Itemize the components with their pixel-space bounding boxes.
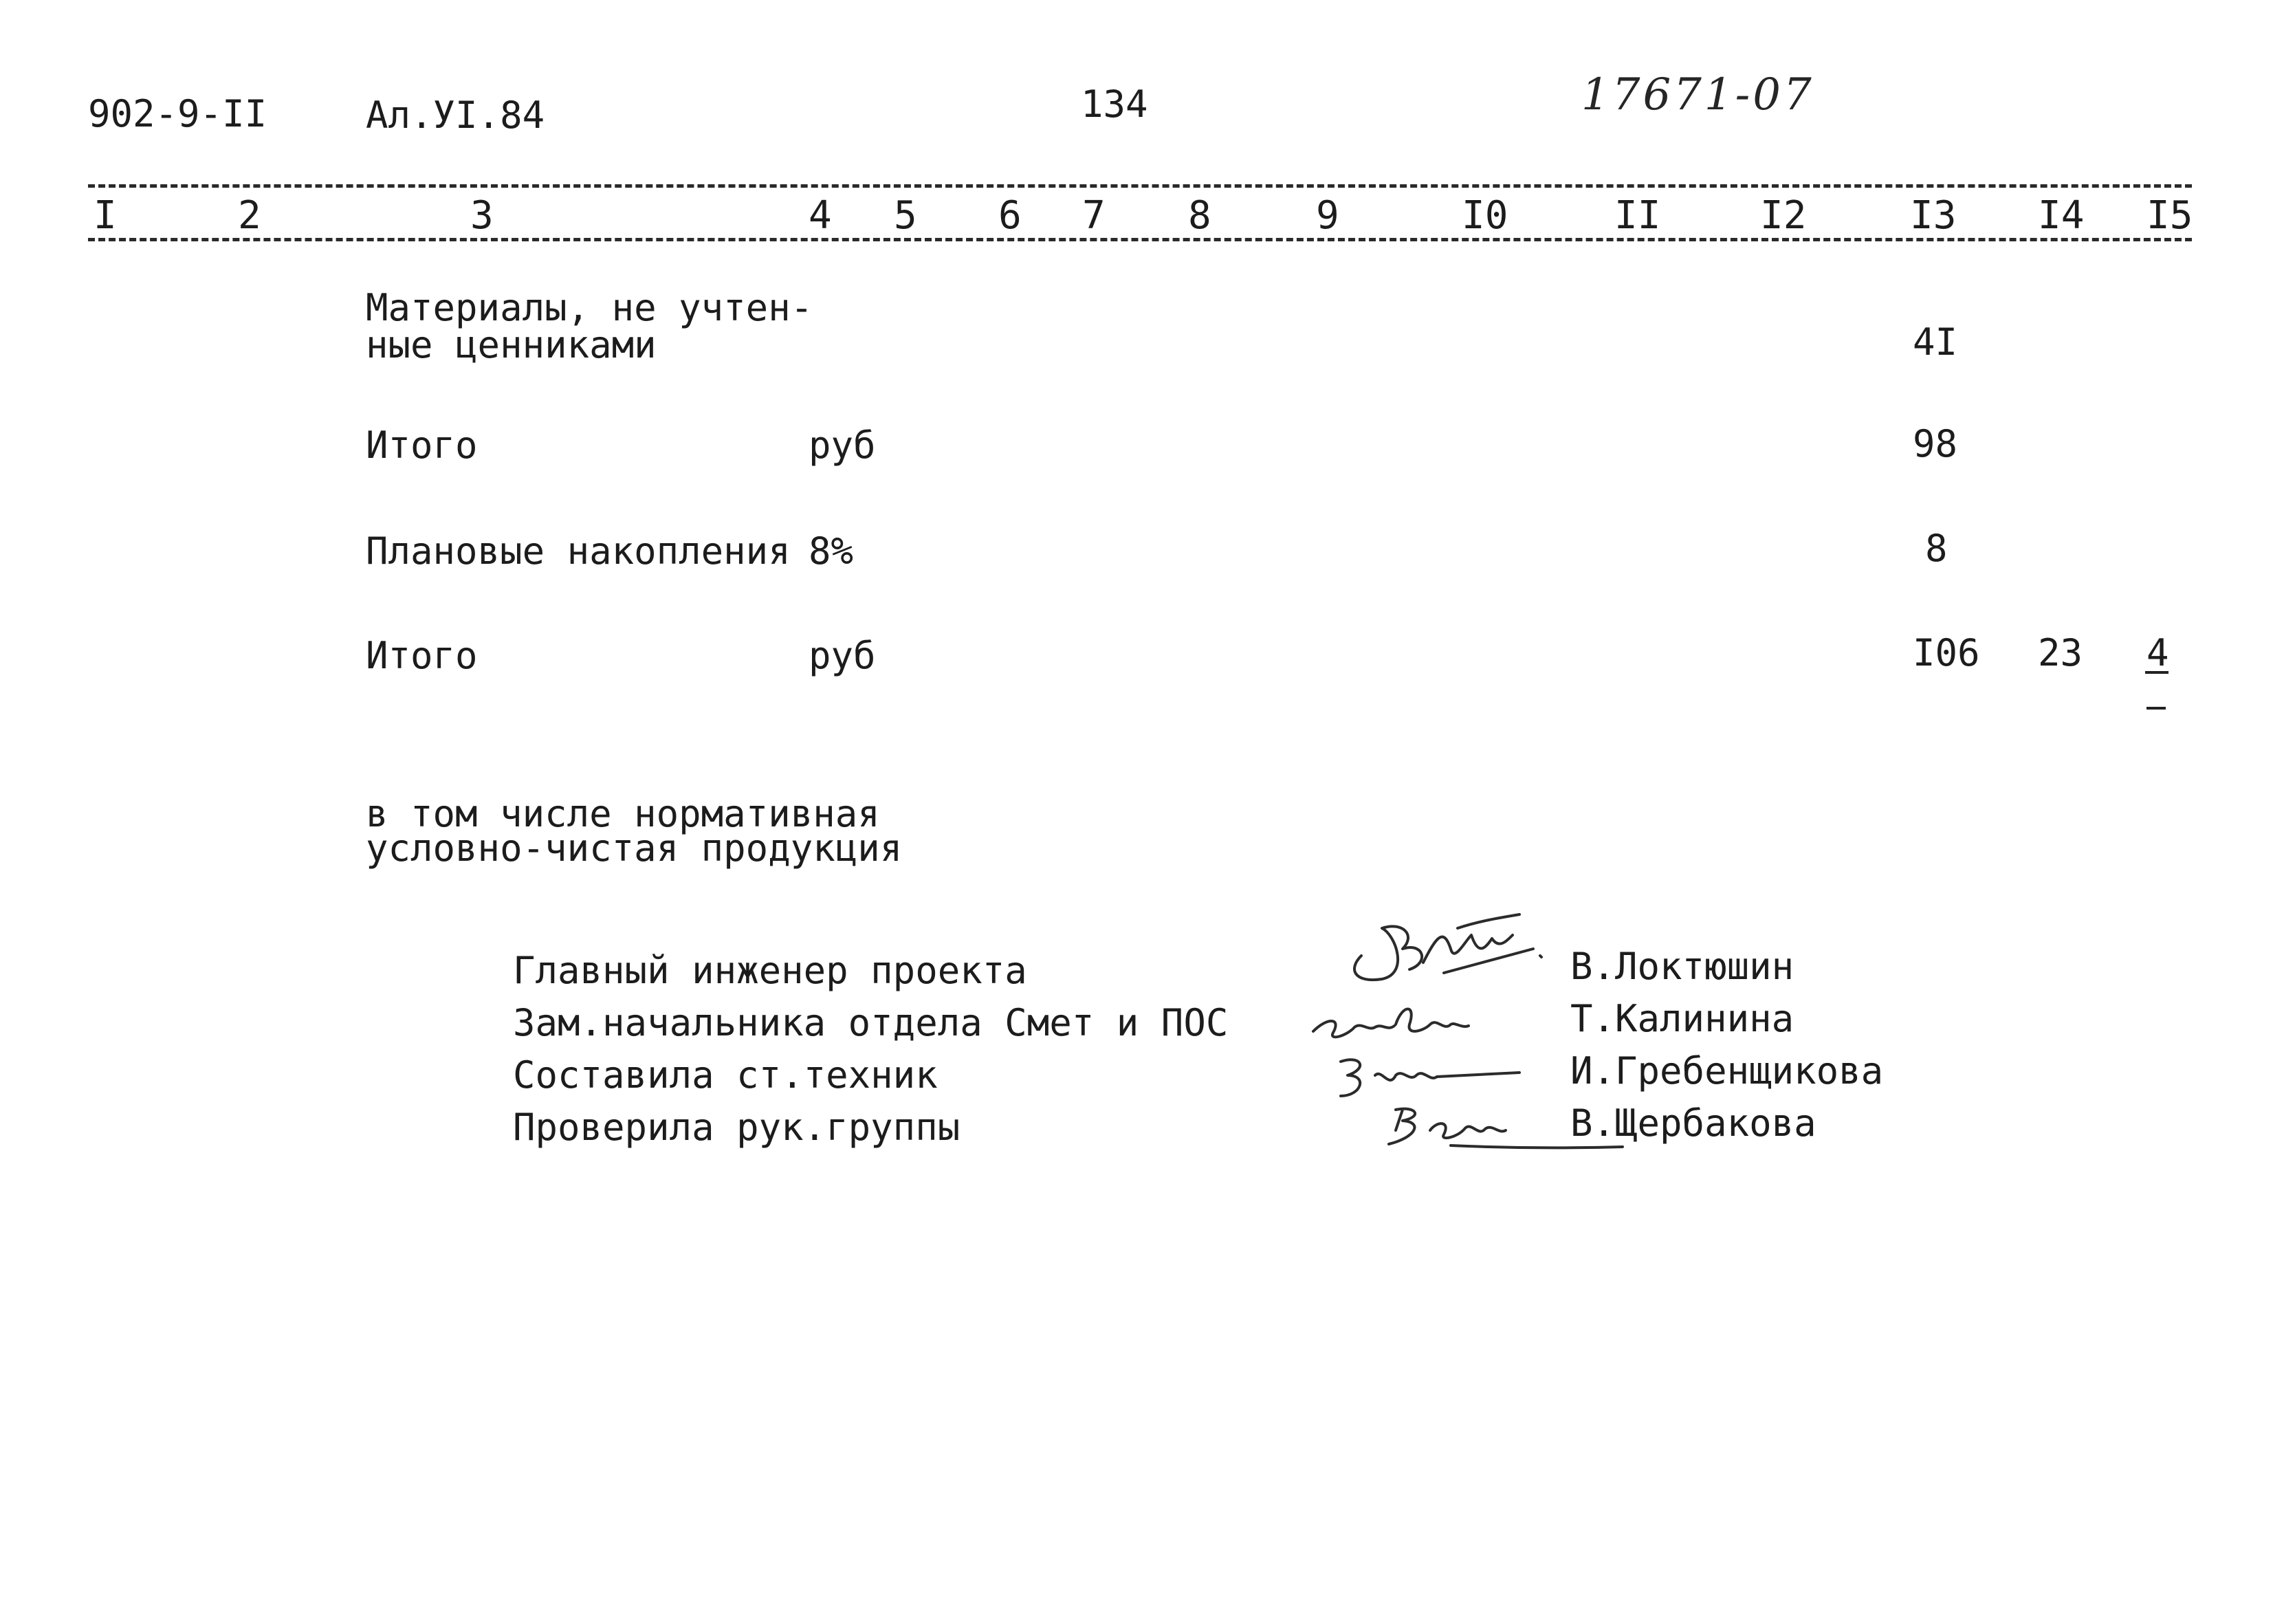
note-line-1: в том числе нормативная	[366, 792, 880, 835]
column-number-1: I	[94, 193, 117, 238]
album-code: Ал.УI.84	[366, 94, 545, 137]
header-rule-bottom	[88, 238, 2192, 241]
header-rule-top	[88, 184, 2192, 188]
row-4-col15-underline	[2145, 671, 2168, 674]
row-1-col13-value: 4I	[1913, 320, 1958, 364]
column-number-5: 5	[894, 193, 917, 238]
column-number-2: 2	[238, 193, 261, 238]
column-number-7: 7	[1082, 193, 1106, 238]
signature-role-2: Зам.начальника отдела Смет и ПОС	[513, 1001, 1229, 1044]
handwritten-signature-2	[1306, 997, 1485, 1052]
row-4-unit: руб	[809, 634, 876, 677]
row-4-name: Итого	[366, 634, 478, 677]
signature-name-3: И.Гребенщикова	[1570, 1049, 1884, 1093]
handwritten-signature-1	[1341, 908, 1561, 990]
row-2-unit: руб	[809, 424, 876, 467]
column-number-11: II	[1614, 193, 1661, 238]
column-number-14: I4	[2038, 193, 2085, 238]
row-1-name-line-1: Материалы, не учтен-	[366, 286, 813, 329]
row-1-name-line-2: ные ценниками	[366, 323, 657, 366]
column-number-13: I3	[1910, 193, 1957, 238]
column-number-6: 6	[998, 193, 1022, 238]
row-3-unit: 8%	[809, 529, 854, 573]
handwritten-stamp-number: 17671-07	[1581, 69, 1814, 120]
signature-role-1: Главный инженер проекта	[513, 949, 1027, 992]
row-2-name: Итого	[366, 424, 478, 467]
signature-role-3: Составила ст.техник	[513, 1053, 938, 1097]
column-number-12: I2	[1760, 193, 1807, 238]
handwritten-signature-3	[1327, 1048, 1533, 1103]
page-number: 134	[1081, 83, 1148, 126]
handwritten-signature-4	[1375, 1096, 1636, 1158]
signature-name-4: В.Щербакова	[1570, 1101, 1816, 1145]
column-number-9: 9	[1316, 193, 1339, 238]
row-4-col15-dash	[2146, 707, 2166, 710]
row-4-col15-value: 4	[2146, 631, 2169, 674]
row-3-name: Плановые накопления	[366, 529, 791, 573]
signature-name-2: Т.Калинина	[1570, 997, 1794, 1040]
row-4-col14-value: 23	[2038, 631, 2083, 674]
signature-role-4: Проверила рук.группы	[513, 1106, 960, 1149]
document-code: 902-9-II	[88, 92, 267, 135]
column-number-15: I5	[2146, 193, 2193, 238]
column-number-4: 4	[809, 193, 832, 238]
column-number-10: I0	[1462, 193, 1508, 238]
note-line-2: условно-чистая продукция	[366, 826, 903, 870]
row-4-col13-value: I06	[1913, 631, 1980, 674]
row-2-col13-value: 98	[1913, 422, 1958, 465]
column-number-8: 8	[1188, 193, 1211, 238]
column-number-3: 3	[470, 193, 494, 238]
signature-name-1: В.Локтюшин	[1570, 945, 1794, 988]
row-3-col13-value: 8	[1925, 527, 1948, 570]
